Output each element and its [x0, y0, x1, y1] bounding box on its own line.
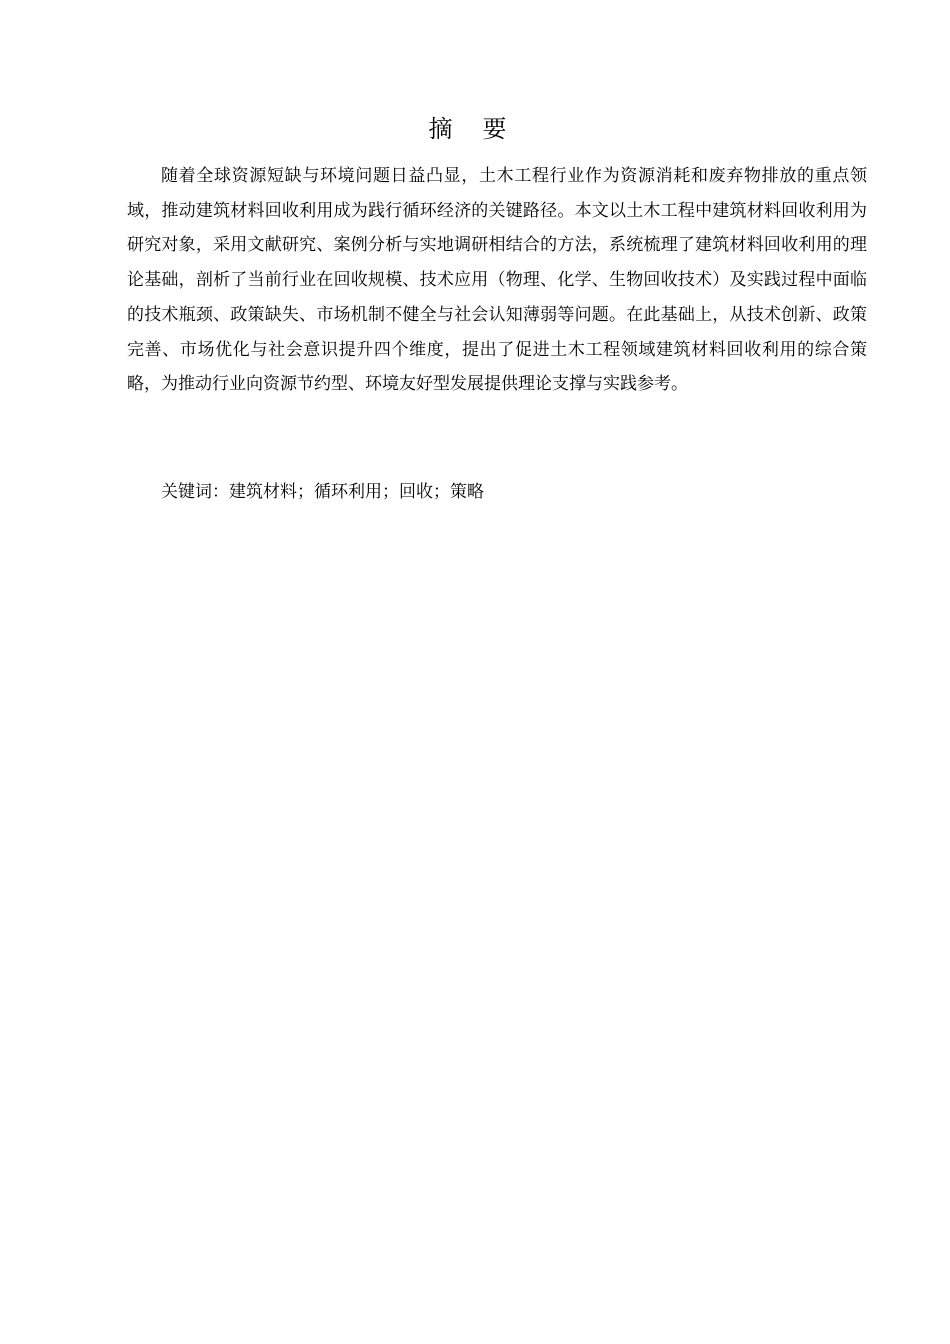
keywords-label: 关键词：	[161, 482, 229, 502]
page-title: 摘要	[428, 115, 537, 143]
keywords-list: 建筑材料；循环利用；回收；策略	[229, 482, 484, 502]
abstract-paragraph: 随着全球资源短缺与环境问题日益凸显，土木工程行业作为资源消耗和废弃物排放的重点领域，推动建筑材料回收利用成为践行循环经济的关键路径。本文以土木工程中建筑材料回收利用为研究对象，采用文献研究、案例分析与实地调研相结合的方法，系统梳理了建筑材料回收利用的理论基础，剖析了当前行业在回收规模、技术应用（物理、化学、生物回收技术）及实践过程中面临的技术瓶颈、政策缺失、市场机制不健全与社会认知薄弱等问题。在此基础上，从技术创新、政策完善、市场优化与社会意识提升四个维度，提出了促进土木工程领域建筑材料回收利用的综合策略，为推动行业向资源节约型、环境友好型发展提供理论支撑与实践参考。	[127, 166, 867, 395]
keywords-line	[161, 476, 861, 508]
